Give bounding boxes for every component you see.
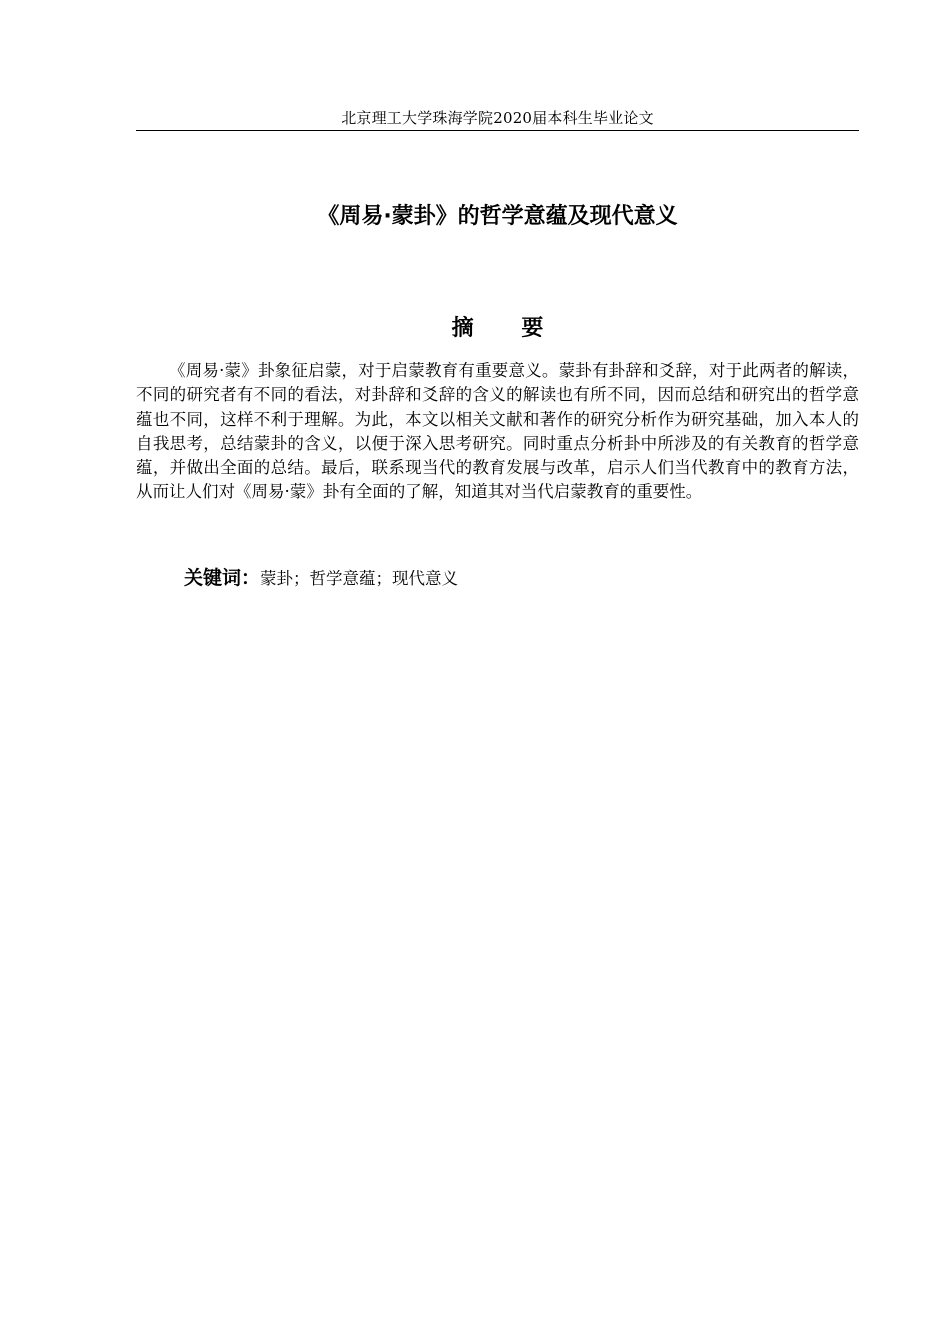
keywords-label: 关键词： bbox=[184, 567, 261, 589]
abstract-body: 《周易·蒙》卦象征启蒙，对于启蒙教育有重要意义。蒙卦有卦辞和爻辞，对于此两者的解读，不同的研究者有不同的看法，对卦辞和爻辞的含义的解读也有所不同，因而总结和研究出的哲学意蕴也不同，这样不利于理解。为此，本文以相关文献和著作的研究分析作为研究基础，加入本人的自我思考，总结蒙卦的含义，以便于深入思考研究。同时重点分析卦中所涉及的有关教育的哲学意蕴，并做出全面的总结。最后，联系现当代的教育发展与改革，启示人们当代教育中的教育方法， 从而让人们对《周易·蒙》卦有全面的了解，知道其对当代启蒙教育的重要性。 bbox=[136, 361, 859, 502]
page-title: 《周易·蒙卦》的哲学意蕴及现代意义 bbox=[317, 204, 678, 229]
header-divider bbox=[136, 130, 859, 131]
keywords-value: 蒙卦；哲学意蕴；现代意义 bbox=[260, 569, 459, 588]
running-header: 北京理工大学珠海学院2020届本科生毕业论文 bbox=[341, 109, 654, 127]
abstract-heading: 摘 要 bbox=[451, 316, 564, 341]
keywords-line bbox=[184, 564, 859, 594]
